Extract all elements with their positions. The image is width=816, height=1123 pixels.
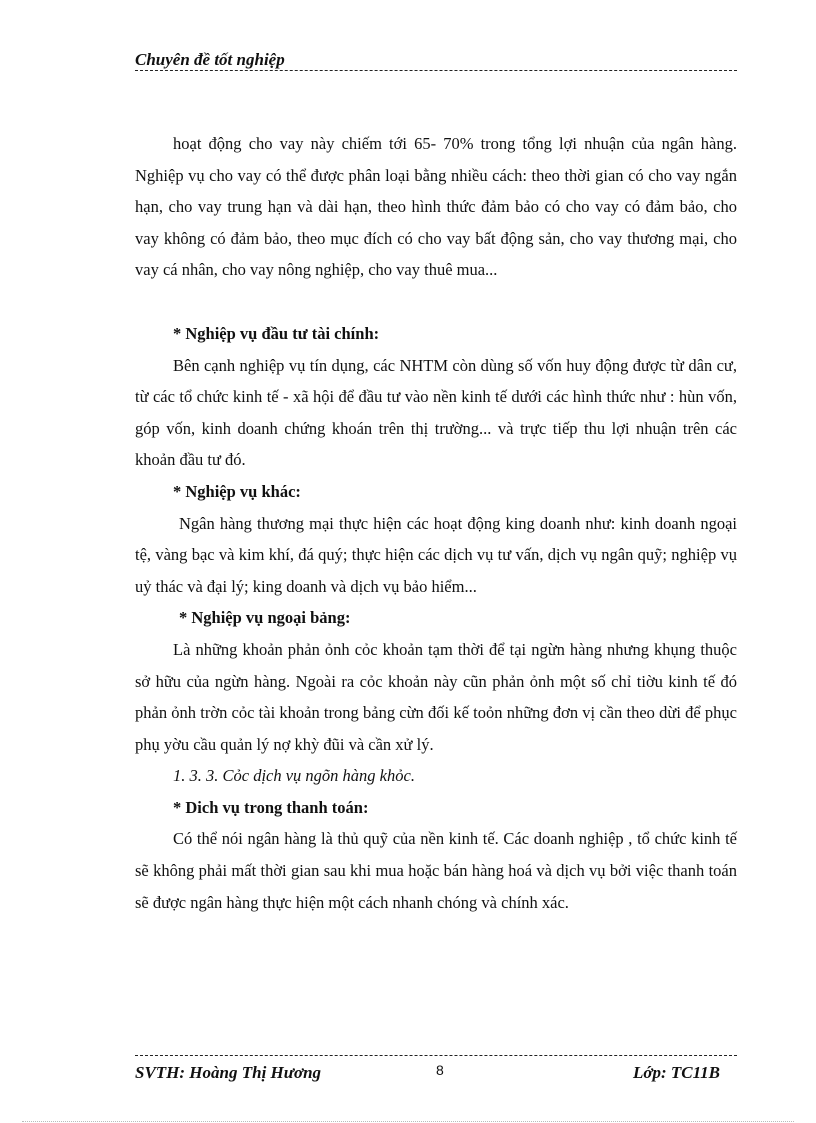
footer-divider: [135, 1055, 737, 1056]
page-number: 8: [436, 1062, 444, 1078]
paragraph-other-operations: Ngân hàng thương mại thực hiện các hoạt động king doanh như: kinh doanh ngoại tệ, vàng bạc và kim khí, đá quý; thực hiện các dịch vụ tư vấn, dịch vụ ngân quỹ; nghiệp vụ uỷ thác và đại lý; king doanh và dịch vụ bảo hiểm...: [135, 513, 737, 596]
document-body: [135, 128, 737, 918]
subsection-title: 1. 3. 3. Cỏc dịch vụ ngõn hàng khỏc.: [173, 766, 415, 786]
footer-author: SVTH: Hoàng Thị Hương: [135, 1063, 322, 1082]
header-divider: [135, 70, 737, 71]
paragraph-financial-investment: Bên cạnh nghiệp vụ tín dụng, các NHTM còn dùng số vốn huy động được từ dân cư, từ các tổ chức kinh tế - xã hội để đầu tư vào nền kinh tế dưới các hình thức như : hùn vốn, góp vốn, kinh doanh chứng khoán trên thị trường... và trực tiếp thu lợi nhuận trên các khoản đầu tư đó.: [135, 355, 737, 470]
header-title: Chuyên đề tốt nghiệp: [135, 50, 285, 69]
heading-payment-services: * Dich vụ trong thanh toán:: [173, 797, 369, 817]
page-edge: [22, 1121, 794, 1122]
paragraph-off-balance: Là những khoản phản ỏnh cỏc khoản tạm thời để tại ngừn hàng nhưng khụng thuộc sở hữu của ngừn hàng. Ngoài ra cỏc khoản này cũn phản ỏnh một số chỉ tiờu kinh tế đó phản ỏnh trờn cỏc tài khoản trong bảng cừn đối kế toỏn những đơn vị cần theo dừi để phục phụ yờu cầu quản lý nợ khỳ đũi và cần xử lý.: [135, 639, 737, 754]
paragraph-lending: hoạt động cho vay này chiếm tới 65- 70% trong tổng lợi nhuận của ngân hàng. Nghiệp vụ cho vay có thể được phân loại bằng nhiều cách: theo thời gian có cho vay ngắn hạn, cho vay trung hạn và dài hạn, theo hình thức đảm bảo có cho vay có đảm bảo, cho vay không có đảm bảo, theo mục đích có cho vay bất động sản, cho vay thương mại, cho vay cá nhân, cho vay nông nghiệp, cho vay thuê mua...: [135, 134, 737, 280]
heading-off-balance: * Nghiệp vụ ngoại bảng:: [179, 608, 351, 628]
heading-other-operations: * Nghiệp vụ khác:: [173, 481, 301, 501]
paragraph-payment-services: Có thể nói ngân hàng là thủ quỹ của nền kinh tế. Các doanh nghiệp , tổ chức kinh tế sẽ không phải mất thời gian sau khi mua hoặc bán hàng hoá và dịch vụ bởi việc thanh toán sẽ được ngân hàng thực hiện một cách nhanh chóng và chính xác.: [135, 829, 737, 912]
heading-financial-investment: * Nghiệp vụ đầu tư tài chính:: [173, 323, 380, 343]
paragraph-gap: [135, 286, 737, 318]
footer-class: Lớp: TC11B: [632, 1063, 720, 1082]
